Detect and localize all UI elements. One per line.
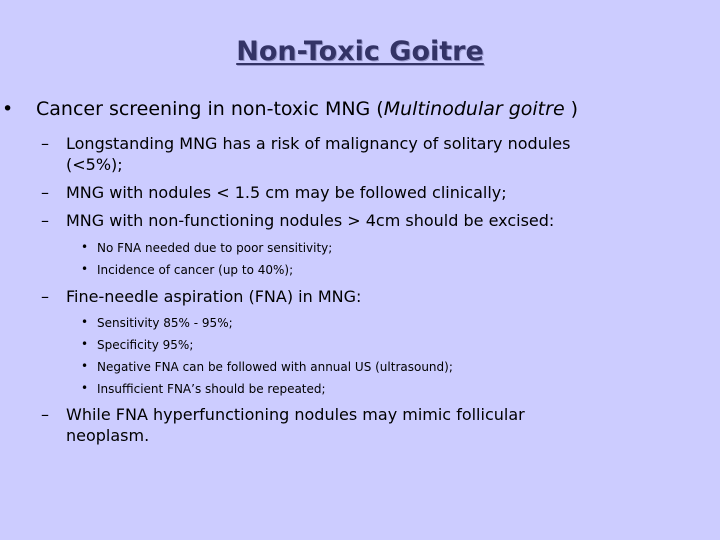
- point1-italic: Multinodular goitre: [383, 98, 565, 120]
- sub1-line1: Longstanding MNG has a risk of malignancy of solitary nodules: [66, 134, 571, 153]
- sub-fna-hyperfunctioning: [41, 405, 525, 424]
- sub-fna-in-mng: [41, 287, 362, 306]
- sub3-text: MNG with non-functioning nodules > 4cm should be excised:: [66, 211, 555, 230]
- small-bullet: •: [81, 359, 89, 373]
- small-bullet: •: [81, 315, 89, 329]
- bullet-cancer-screening: [2, 98, 579, 120]
- sub3-item: [81, 240, 333, 255]
- sub4-item-text: Negative FNA can be followed with annual US (ultrasound);: [97, 360, 453, 374]
- dash-bullet: –: [41, 134, 49, 153]
- sub1-line2: (<5%);: [66, 155, 123, 174]
- sub4-item: [81, 381, 326, 396]
- sub5-line1: While FNA hyperfunctioning nodules may mimic follicular: [66, 405, 525, 424]
- sub-nonfunctioning-nodules: [41, 211, 555, 230]
- slide-title: Non-Toxic Goitre: [236, 36, 484, 67]
- sub4-text: Fine-needle aspiration (FNA) in MNG:: [66, 287, 362, 306]
- sub2-text: MNG with nodules < 1.5 cm may be followed clinically;: [66, 183, 507, 202]
- dash-bullet: –: [41, 183, 49, 202]
- sub3-item-text: No FNA needed due to poor sensitivity;: [97, 241, 333, 255]
- sub-nodules-followed: [41, 183, 507, 202]
- sub4-item-text: Sensitivity 85% - 95%;: [97, 316, 233, 330]
- sub4-item: [81, 359, 453, 374]
- sub-fna-hyperfunctioning-cont: [66, 426, 149, 445]
- sub4-item-text: Specificity 95%;: [97, 338, 194, 352]
- sub5-line2: neoplasm.: [66, 426, 150, 445]
- bullet-dot: •: [2, 98, 14, 120]
- sub4-item: [81, 315, 233, 330]
- dash-bullet: –: [41, 211, 49, 230]
- sub3-item: [81, 262, 294, 277]
- small-bullet: •: [81, 381, 89, 395]
- point1-text: Cancer screening in non-toxic MNG (: [36, 98, 384, 120]
- sub4-item: [81, 337, 194, 352]
- small-bullet: •: [81, 262, 89, 276]
- point1-text-after: ): [564, 98, 579, 120]
- small-bullet: •: [81, 337, 89, 351]
- small-bullet: •: [81, 240, 89, 254]
- sub4-item-text: Insufficient FNA’s should be repeated;: [97, 382, 326, 396]
- dash-bullet: –: [41, 405, 49, 424]
- sub-longstanding-mng-cont: [66, 155, 123, 174]
- sub-longstanding-mng: [41, 134, 571, 153]
- sub3-item-text: Incidence of cancer (up to 40%);: [97, 263, 294, 277]
- dash-bullet: –: [41, 287, 49, 306]
